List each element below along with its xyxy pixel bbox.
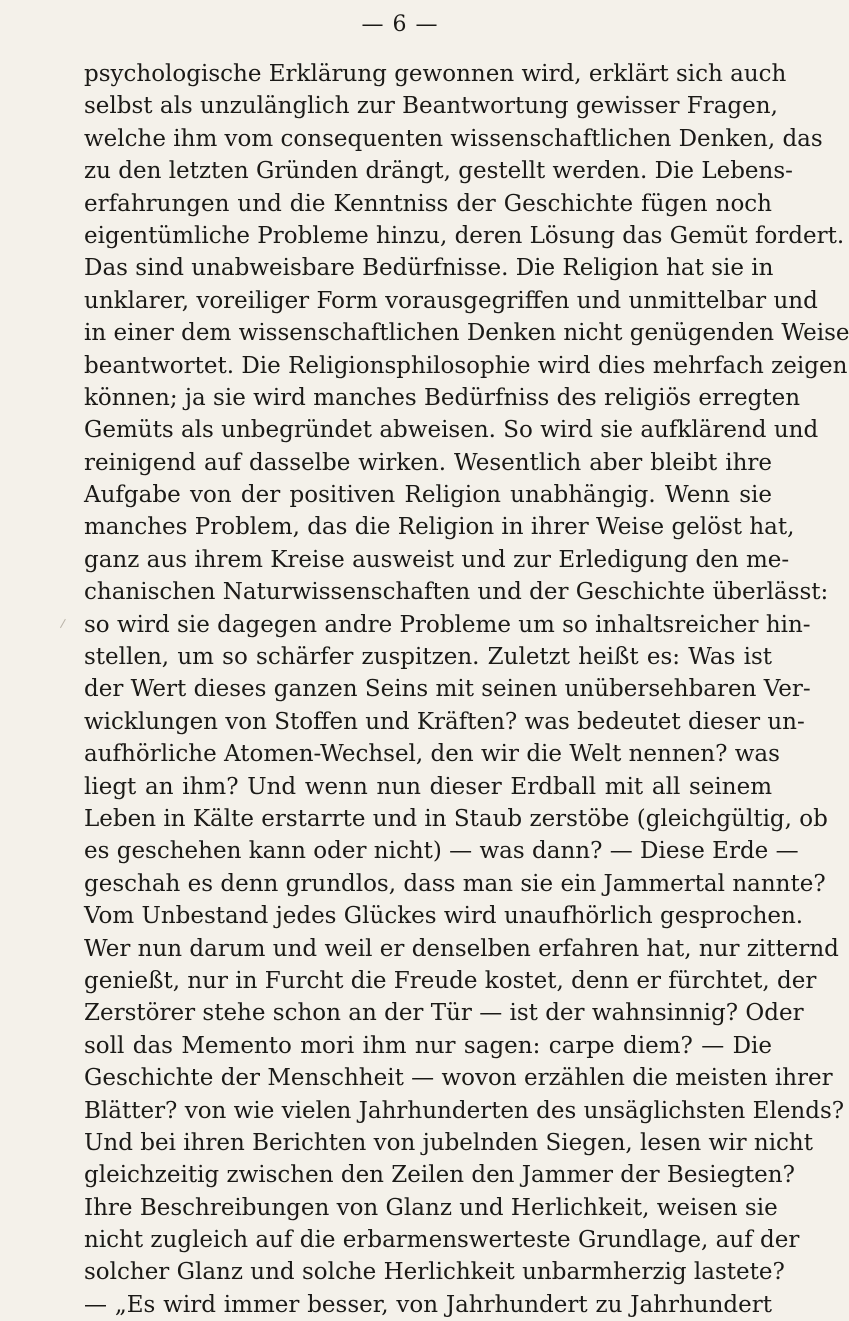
text-line: eigentümliche Probleme hinzu, deren Lösung das Gemüt fordert. <box>84 222 845 249</box>
text-line: nicht zugleich auf die erbarmenswerteste Grundlage, auf der <box>84 1227 800 1254</box>
text-line: unklarer, voreiliger Form vorausgegriffen und unmittelbar und <box>84 287 818 314</box>
text-line: können; ja sie wird manches Bedürfniss des religiös erregten <box>84 384 801 411</box>
text-line: — „Es wird immer besser, von Jahrhundert zu Jahrhundert <box>84 1291 772 1318</box>
text-line: manches Problem, das die Religion in ihrer Weise gelöst hat, <box>84 514 795 541</box>
text-line: genießt, nur in Furcht die Freude kostet, denn er fürchtet, der <box>84 967 817 994</box>
text-line: Geschichte der Menschheit — wovon erzählen die meisten ihrer <box>84 1065 833 1092</box>
text-line: geschah es denn grundlos, dass man sie ein Jammertal nannte? <box>84 870 826 897</box>
text-line: beantwortet. Die Religionsphilosophie wird dies mehrfach zeigen <box>84 352 848 379</box>
text-line: Wer nun darum und weil er denselben erfahren hat, nur zitternd <box>84 935 839 962</box>
page-number: — 6 — <box>361 12 439 37</box>
text-line: Vom Unbestand jedes Glückes wird unaufhörlich gesprochen. <box>84 903 804 930</box>
text-line: der Wert dieses ganzen Seins mit seinen unübersehbaren Ver- <box>84 676 811 703</box>
text-line: Blätter? von wie vielen Jahrhunderten des unsäglichsten Elends? <box>84 1097 845 1124</box>
text-line: wicklungen von Stoffen und Kräften? was bedeutet dieser un- <box>84 708 805 735</box>
text-line: selbst als unzulänglich zur Beantwortung gewisser Fragen, <box>84 93 778 120</box>
text-line: welche ihm vom consequenten wissenschaftlichen Denken, das <box>84 125 823 152</box>
text-line: so wird sie dagegen andre Probleme um so inhaltsreicher hin- <box>84 611 811 638</box>
text-line: reinigend auf dasselbe wirken. Wesentlich aber bleibt ihre <box>84 449 772 476</box>
text-line: stellen, um so schärfer zuspitzen. Zuletzt heißt es: Was ist <box>84 644 772 671</box>
text-line: gleichzeitig zwischen den Zeilen den Jammer der Besiegten? <box>84 1162 795 1189</box>
text-line: solcher Glanz und solche Herlichkeit unbarmherzig lastete? <box>84 1259 785 1286</box>
text-line: ganz aus ihrem Kreise ausweist und zur Erledigung den me- <box>84 546 790 573</box>
text-line: liegt an ihm? Und wenn nun dieser Erdball mit all seinem <box>84 773 772 800</box>
text-line: aufhörliche Atomen-Wechsel, den wir die Welt nennen? was <box>84 741 780 768</box>
text-line: psychologische Erklärung gewonnen wird, erklärt sich auch <box>84 61 787 87</box>
text-line: chanischen Naturwissenschaften und der Geschichte überlässt: <box>84 579 829 606</box>
paper-speck <box>60 619 71 631</box>
text-line: es geschehen kann oder nicht) — was dann? — Diese Erde — <box>84 838 799 865</box>
text-line: zu den letzten Gründen drängt, gestellt werden. Die Lebens- <box>84 158 793 185</box>
text-line: Aufgabe von der positiven Religion unabhängig. Wenn sie <box>84 482 772 509</box>
text-line: soll das Memento mori ihm nur sagen: carpe diem? — Die <box>84 1032 772 1059</box>
body-text <box>84 58 849 1321</box>
text-line: Leben in Kälte erstarrte und in Staub zerstöbe (gleichgültig, ob <box>84 805 828 832</box>
text-line: Zerstörer stehe schon an der Tür — ist der wahnsinnig? Oder <box>84 1000 804 1027</box>
text-line: erfahrungen und die Kenntniss der Geschichte fügen noch <box>84 190 772 217</box>
text-line: Das sind unabweisbare Bedürfnisse. Die Religion hat sie in <box>84 255 774 282</box>
text-line: Und bei ihren Berichten von jubelnden Siegen, lesen wir nicht <box>84 1129 813 1156</box>
text-line: in einer dem wissenschaftlichen Denken nicht genügenden Weise <box>84 320 849 347</box>
text-line: Gemüts als unbegründet abweisen. So wird sie aufklärend und <box>84 417 819 444</box>
text-line: Ihre Beschreibungen von Glanz und Herlichkeit, weisen sie <box>84 1194 778 1221</box>
